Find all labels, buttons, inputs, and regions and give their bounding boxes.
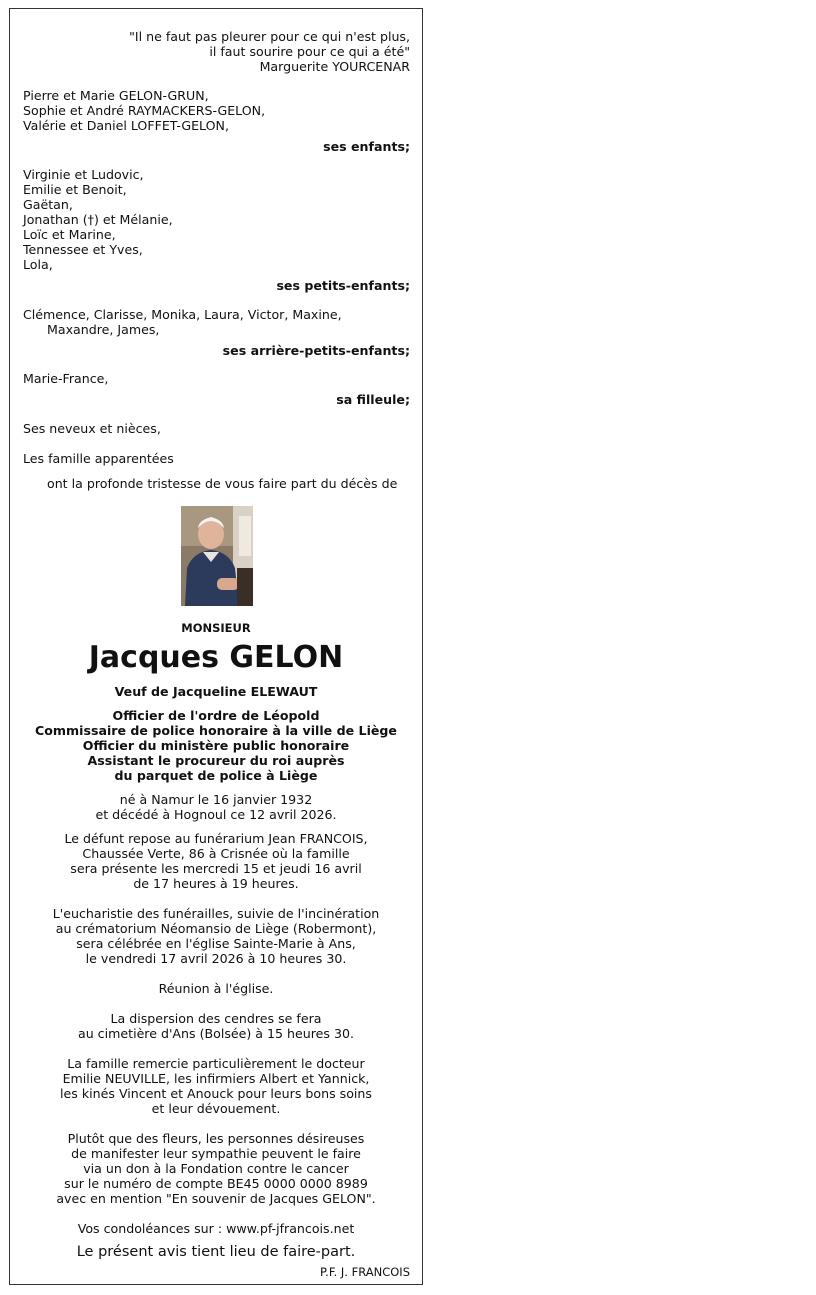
title-line: Officier de l'ordre de Léopold xyxy=(112,708,320,723)
thanks-line: les kinés Vincent et Anouck pour leurs bons soins xyxy=(60,1086,372,1101)
thanks-line: et leur dévouement. xyxy=(151,1101,281,1116)
title-line: Assistant le procureur du roi auprès xyxy=(87,753,345,768)
great-grandchildren-line-1: Clémence, Clarisse, Monika, Laura, Victor, Maxine, xyxy=(23,307,342,322)
goddaughter-name: Marie-France, xyxy=(23,371,109,386)
list-item: Emilie et Benoit, xyxy=(23,182,127,197)
died-line: et décédé à Hognoul ce 12 avril 2026. xyxy=(95,807,337,822)
list-item: Pierre et Marie GELON-GRUN, xyxy=(23,88,209,103)
great-grandchildren-label: ses arrière-petits-enfants; xyxy=(222,343,410,358)
donation-line: via un don à la Fondation contre le cancer xyxy=(83,1161,349,1176)
donation-line: avec en mention "En souvenir de Jacques GELON". xyxy=(56,1191,376,1206)
announcement-line: ont la profonde tristesse de vous faire part du décès de xyxy=(47,476,398,491)
funeral-line: le vendredi 17 avril 2026 à 10 heures 30. xyxy=(85,951,347,966)
list-item: Jonathan (†) et Mélanie, xyxy=(23,212,173,227)
donation-line: Plutôt que des fleurs, les personnes désireuses xyxy=(67,1131,365,1146)
ashes-line: au cimetière d'Ans (Bolsée) à 15 heures 30. xyxy=(77,1026,355,1041)
title-line: Officier du ministère public honoraire xyxy=(82,738,350,753)
title-line: du parquet de police à Liège xyxy=(114,768,318,783)
deceased-name: Jacques GELON xyxy=(88,640,344,675)
widower-line: Veuf de Jacqueline ELEWAUT xyxy=(114,684,318,699)
list-item: Tennessee et Yves, xyxy=(23,242,143,257)
ashes-line: La dispersion des cendres se fera xyxy=(110,1011,322,1026)
funeral-line: au crématorium Néomansio de Liège (Robermont), xyxy=(55,921,377,936)
children-label: ses enfants; xyxy=(323,139,410,154)
grandchildren-label: ses petits-enfants; xyxy=(276,278,410,293)
quote-line-2: il faut sourire pour ce qui a été" xyxy=(209,44,410,59)
list-item: Loïc et Marine, xyxy=(23,227,116,242)
reunion-line: Réunion à l'église. xyxy=(158,981,274,996)
families-line: Les famille apparentées xyxy=(23,451,174,466)
thanks-line: Emilie NEUVILLE, les infirmiers Albert et Yannick, xyxy=(62,1071,370,1086)
list-item: Sophie et André RAYMACKERS-GELON, xyxy=(23,103,266,118)
funeral-line: sera célébrée en l'église Sainte-Marie à Ans, xyxy=(76,936,356,951)
list-item: Virginie et Ludovic, xyxy=(23,167,144,182)
quote-author: Marguerite YOURCENAR xyxy=(259,59,410,74)
rest-line: sera présente les mercredi 15 et jeudi 16 avril xyxy=(70,861,362,876)
funeral-line: L'eucharistie des funérailles, suivie de l'incinération xyxy=(52,906,380,921)
born-line: né à Namur le 16 janvier 1932 xyxy=(119,792,313,807)
rest-line: Chaussée Verte, 86 à Crisnée où la famille xyxy=(82,846,350,861)
thanks-line: La famille remercie particulièrement le docteur xyxy=(67,1056,365,1071)
deceased-photo xyxy=(181,506,253,606)
signature: P.F. J. FRANCOIS xyxy=(320,1265,410,1279)
honorific: MONSIEUR xyxy=(181,621,251,635)
notice-line: Le présent avis tient lieu de faire-part. xyxy=(76,1244,356,1260)
nephews-line: Ses neveux et nièces, xyxy=(23,421,161,436)
title-line: Commissaire de police honoraire à la ville de Liège xyxy=(35,723,397,738)
list-item: Valérie et Daniel LOFFET-GELON, xyxy=(23,118,229,133)
donation-line: de manifester leur sympathie peuvent le faire xyxy=(71,1146,361,1161)
rest-line: Le défunt repose au funérarium Jean FRANCOIS, xyxy=(64,831,368,846)
condolences-line: Vos condoléances sur : www.pf-jfrancois.net xyxy=(77,1221,355,1236)
list-item: Lola, xyxy=(23,257,53,272)
rest-line: de 17 heures à 19 heures. xyxy=(133,876,299,891)
list-item: Gaëtan, xyxy=(23,197,73,212)
donation-line: sur le numéro de compte BE45 0000 0000 8989 xyxy=(64,1176,368,1191)
quote-line-1: "Il ne faut pas pleurer pour ce qui n'est plus, xyxy=(129,29,410,44)
goddaughter-label: sa filleule; xyxy=(336,392,410,407)
great-grandchildren-line-2: Maxandre, James, xyxy=(47,322,160,337)
